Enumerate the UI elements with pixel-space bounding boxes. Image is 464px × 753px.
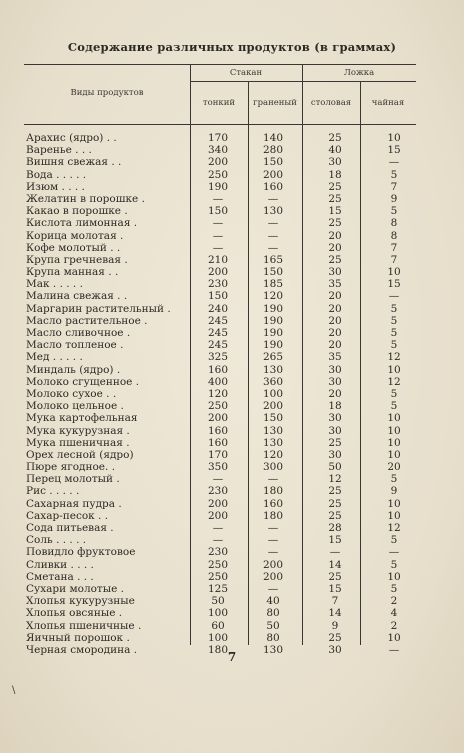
spoon-table-cell: 25	[328, 485, 342, 498]
header-glass-faceted: граненый	[253, 98, 297, 108]
table-row	[26, 278, 426, 290]
spoon-tea-cell: 2	[390, 595, 398, 608]
glass-thin-cell: 180	[207, 643, 229, 656]
glass-faceted-cell: 190	[262, 314, 284, 327]
table-body	[26, 132, 426, 656]
product-name-cell: Сахарная пудра .	[26, 497, 122, 510]
spoon-tea-cell: 2	[390, 619, 398, 632]
glass-thin-cell: 50	[211, 595, 225, 608]
spoon-tea-cell: 4	[390, 607, 398, 620]
spoon-table-cell: 30	[328, 375, 342, 388]
spoon-tea-cell: 10	[387, 448, 401, 461]
spoon-tea-cell: —	[388, 546, 400, 559]
spoon-table-cell: 20	[328, 290, 342, 303]
glass-thin-cell: 160	[207, 424, 229, 437]
spoon-table-cell: 15	[328, 534, 342, 547]
spoon-tea-cell: 5	[390, 327, 398, 339]
glass-thin-cell: 250	[207, 570, 229, 583]
glass-thin-cell: 400	[207, 375, 229, 388]
glass-faceted-cell: 130	[262, 643, 284, 656]
table-row	[26, 620, 426, 632]
glass-faceted-cell: —	[267, 582, 279, 595]
product-name-cell: Хлопья овсяные .	[26, 607, 123, 620]
product-name-cell: Черная смородина .	[26, 643, 138, 656]
spoon-tea-cell: 5	[390, 302, 398, 315]
product-name-cell: Мука картофельная	[26, 412, 138, 425]
product-name-cell: Сода питьевая .	[26, 522, 114, 534]
product-name-cell: Хлопья кукурузные	[26, 595, 135, 608]
spoon-tea-cell: 12	[387, 522, 401, 534]
glass-thin-cell: 245	[207, 314, 229, 327]
glass-thin-cell: 250	[207, 168, 229, 181]
product-name-cell: Соль . . . . .	[26, 534, 87, 547]
spoon-table-cell: 30	[328, 643, 342, 656]
table-row	[26, 632, 426, 644]
spoon-tea-cell: 7	[390, 253, 398, 266]
glass-thin-cell: 230	[207, 485, 229, 498]
table-row	[26, 230, 426, 242]
header-bottom-rule	[24, 124, 416, 125]
spoon-table-cell: 14	[328, 607, 342, 620]
spoon-tea-cell: 7	[390, 180, 398, 193]
glass-thin-cell: 60	[211, 619, 225, 632]
product-name-cell: Рис . . . . .	[26, 485, 80, 498]
glass-thin-cell: —	[212, 192, 224, 205]
spoon-table-cell: 35	[328, 351, 342, 364]
spoon-table-cell: 20	[328, 339, 342, 352]
glass-thin-cell: 125	[207, 582, 229, 595]
product-name-cell: Арахис (ядро) . .	[26, 132, 117, 144]
product-name-cell: Сметана . . .	[26, 570, 94, 583]
glass-faceted-cell: 190	[262, 339, 284, 352]
spoon-table-cell: 25	[328, 570, 342, 583]
product-name-cell: Кофе молотый . .	[26, 241, 121, 254]
table-row	[26, 498, 426, 510]
glass-faceted-cell: 185	[262, 278, 284, 291]
product-name-cell: Мак . . . . .	[26, 278, 83, 291]
glass-faceted-cell: —	[267, 522, 279, 534]
glass-thin-cell: —	[212, 534, 224, 547]
spoon-tea-cell: —	[388, 643, 400, 656]
glass-faceted-cell: 80	[266, 607, 280, 620]
product-name-cell: Молоко сгущенное .	[26, 375, 140, 388]
glass-thin-cell: 245	[207, 339, 229, 352]
glass-faceted-cell: 300	[262, 461, 284, 474]
glass-faceted-cell: 150	[262, 156, 284, 169]
table-row	[26, 595, 426, 607]
glass-thin-cell: 170	[207, 132, 229, 144]
glass-faceted-cell: 190	[262, 327, 284, 339]
spoon-table-cell: 7	[331, 595, 339, 608]
glass-faceted-cell: 165	[262, 253, 284, 266]
page-title: Содержание различных продуктов (в граммах)	[67, 40, 397, 54]
table-row	[26, 534, 426, 546]
glass-thin-cell: 250	[207, 400, 229, 413]
table-row	[26, 144, 426, 156]
glass-faceted-cell: 140	[262, 132, 284, 144]
glass-thin-cell: 190	[207, 180, 229, 193]
spoon-table-cell: 25	[328, 132, 342, 144]
product-name-cell: Желатин в порошке .	[26, 192, 145, 205]
table-row	[26, 388, 426, 400]
product-name-cell: Изюм . . . .	[26, 180, 85, 193]
table-row	[26, 242, 426, 254]
glass-thin-cell: —	[212, 241, 224, 254]
spoon-tea-cell: 12	[387, 351, 401, 364]
spoon-table-cell: 25	[328, 192, 342, 205]
spoon-table-cell: 15	[328, 205, 342, 218]
table-row	[26, 437, 426, 449]
product-name-cell: Малина свежая . .	[26, 290, 128, 303]
spoon-tea-cell: 5	[390, 473, 398, 486]
glass-faceted-cell: 200	[262, 558, 284, 571]
product-name-cell: Вода . . . . .	[26, 168, 87, 181]
spoon-tea-cell: 5	[390, 534, 398, 547]
spoon-table-cell: 40	[328, 144, 342, 157]
spoon-tea-cell: 9	[390, 485, 398, 498]
spoon-tea-cell: 5	[390, 205, 398, 218]
spoon-tea-cell: —	[388, 156, 400, 169]
glass-thin-cell: 200	[207, 497, 229, 510]
table-row	[26, 205, 426, 217]
glass-faceted-cell: 160	[262, 497, 284, 510]
product-name-cell: Масло растительное .	[26, 314, 148, 327]
glass-thin-cell: 160	[207, 363, 229, 376]
spoon-tea-cell: 5	[390, 582, 398, 595]
page-number: 7	[227, 650, 237, 664]
table-row	[26, 364, 426, 376]
header-spoon-tea: чайная	[371, 98, 405, 108]
spoon-table-cell: 20	[328, 302, 342, 315]
glass-thin-cell: —	[212, 217, 224, 230]
spoon-tea-cell: 15	[387, 144, 401, 157]
product-name-cell: Мука пшеничная .	[26, 436, 130, 449]
product-name-cell: Хлопья пшеничные .	[26, 619, 142, 632]
table-row	[26, 315, 426, 327]
spoon-tea-cell: 5	[390, 339, 398, 352]
product-name-cell: Яичный порошок .	[26, 631, 130, 644]
spoon-table-cell: 30	[328, 424, 342, 437]
product-name-cell: Масло топленое .	[26, 339, 124, 352]
spoon-table-cell: 30	[328, 266, 342, 279]
table-row	[26, 449, 426, 461]
spoon-tea-cell: 7	[390, 241, 398, 254]
product-name-cell: Пюре ягодное. .	[26, 461, 116, 474]
table-row	[26, 546, 426, 558]
glass-faceted-cell: 130	[262, 205, 284, 218]
spoon-table-cell: 9	[331, 619, 339, 632]
product-name-cell: Мука кукурузная .	[26, 424, 130, 437]
spoon-table-cell: 20	[328, 314, 342, 327]
glass-faceted-cell: 265	[262, 351, 284, 364]
spoon-tea-cell: 10	[387, 363, 401, 376]
table-row	[26, 339, 426, 351]
product-name-cell: Молоко цельное .	[26, 400, 124, 413]
glass-faceted-cell: —	[267, 534, 279, 547]
glass-thin-cell: 150	[207, 205, 229, 218]
spoon-tea-cell: 9	[390, 192, 398, 205]
glass-faceted-cell: 40	[266, 595, 280, 608]
spoon-table-cell: 25	[328, 509, 342, 522]
spoon-table-cell: —	[329, 546, 341, 559]
glass-thin-cell: 325	[207, 351, 229, 364]
glass-thin-cell: 200	[207, 156, 229, 169]
product-name-cell: Варенье . . .	[26, 144, 92, 157]
spoon-tea-cell: 10	[387, 509, 401, 522]
table-row	[26, 607, 426, 619]
header-spoon-table: столовая	[310, 98, 352, 108]
glass-faceted-cell: —	[267, 192, 279, 205]
glass-faceted-cell: 280	[262, 144, 284, 157]
glass-thin-cell: 340	[207, 144, 229, 157]
glass-faceted-cell: 130	[262, 436, 284, 449]
group-header-rule	[190, 81, 416, 82]
spoon-tea-cell: 10	[387, 497, 401, 510]
table-row	[26, 217, 426, 229]
glass-faceted-cell: 130	[262, 424, 284, 437]
glass-thin-cell: 100	[207, 607, 229, 620]
spoon-tea-cell: 8	[390, 229, 398, 242]
glass-faceted-cell: —	[267, 217, 279, 230]
spoon-table-cell: 25	[328, 631, 342, 644]
table-row	[26, 461, 426, 473]
table-row	[26, 510, 426, 522]
glass-faceted-cell: 120	[262, 448, 284, 461]
table-row	[26, 473, 426, 485]
glass-thin-cell: 100	[207, 631, 229, 644]
margin-mark: \	[12, 685, 16, 696]
product-name-cell: Маргарин растительный .	[26, 302, 171, 315]
glass-faceted-cell: 80	[266, 631, 280, 644]
glass-faceted-cell: 180	[262, 509, 284, 522]
glass-faceted-cell: —	[267, 473, 279, 486]
glass-faceted-cell: 160	[262, 180, 284, 193]
spoon-tea-cell: 5	[390, 558, 398, 571]
glass-thin-cell: 200	[207, 509, 229, 522]
spoon-tea-cell: 10	[387, 132, 401, 144]
glass-faceted-cell: 150	[262, 266, 284, 279]
product-name-cell: Масло сливочное .	[26, 327, 131, 339]
header-spoon: Ложка	[343, 68, 375, 78]
product-name-cell: Орех лесной (ядро)	[26, 448, 134, 461]
spoon-table-cell: 30	[328, 363, 342, 376]
spoon-table-cell: 30	[328, 448, 342, 461]
glass-faceted-cell: 200	[262, 570, 284, 583]
table-row	[26, 485, 426, 497]
table-row	[26, 169, 426, 181]
spoon-tea-cell: 10	[387, 424, 401, 437]
product-name-cell: Крупа манная . .	[26, 266, 119, 279]
table-top-rule	[24, 64, 416, 65]
spoon-table-cell: 25	[328, 253, 342, 266]
table-row	[26, 376, 426, 388]
glass-thin-cell: 150	[207, 290, 229, 303]
product-name-cell: Вишня свежая . .	[26, 156, 122, 169]
spoon-table-cell: 25	[328, 497, 342, 510]
glass-faceted-cell: —	[267, 241, 279, 254]
spoon-tea-cell: 8	[390, 217, 398, 230]
spoon-tea-cell: 5	[390, 314, 398, 327]
glass-faceted-cell: 130	[262, 363, 284, 376]
product-name-cell: Молоко сухое . .	[26, 387, 117, 400]
glass-thin-cell: 120	[207, 387, 229, 400]
spoon-table-cell: 30	[328, 412, 342, 425]
glass-faceted-cell: 180	[262, 485, 284, 498]
spoon-table-cell: 15	[328, 582, 342, 595]
spoon-tea-cell: —	[388, 290, 400, 303]
spoon-table-cell: 14	[328, 558, 342, 571]
glass-thin-cell: —	[212, 229, 224, 242]
spoon-table-cell: 18	[328, 168, 342, 181]
glass-faceted-cell: 200	[262, 400, 284, 413]
glass-faceted-cell: 360	[262, 375, 284, 388]
product-name-cell: Сливки . . . .	[26, 558, 94, 571]
glass-faceted-cell: 100	[262, 387, 284, 400]
spoon-table-cell: 25	[328, 180, 342, 193]
product-name-cell: Крупа гречневая .	[26, 253, 128, 266]
table-row	[26, 266, 426, 278]
product-name-cell: Перец молотый .	[26, 473, 120, 486]
table-row	[26, 156, 426, 168]
glass-thin-cell: 245	[207, 327, 229, 339]
spoon-tea-cell: 12	[387, 375, 401, 388]
header-glass-thin: тонкий	[202, 98, 236, 108]
spoon-table-cell: 50	[328, 461, 342, 474]
spoon-table-cell: 18	[328, 400, 342, 413]
spoon-tea-cell: 10	[387, 631, 401, 644]
table-row	[26, 290, 426, 302]
spoon-table-cell: 28	[328, 522, 342, 534]
product-name-cell: Кислота лимонная .	[26, 217, 138, 230]
product-name-cell: Корица молотая .	[26, 229, 124, 242]
glass-thin-cell: 200	[207, 266, 229, 279]
glass-faceted-cell: —	[267, 546, 279, 559]
glass-faceted-cell: 120	[262, 290, 284, 303]
glass-thin-cell: 350	[207, 461, 229, 474]
table-row	[26, 522, 426, 534]
glass-thin-cell: 230	[207, 278, 229, 291]
table-row	[26, 559, 426, 571]
table-row	[26, 425, 426, 437]
glass-faceted-cell: 50	[266, 619, 280, 632]
header-products: Виды продуктов	[70, 88, 144, 98]
product-name-cell: Мед . . . . .	[26, 351, 83, 364]
glass-thin-cell: —	[212, 522, 224, 534]
product-name-cell: Повидло фруктовое	[26, 546, 136, 559]
spoon-tea-cell: 5	[390, 400, 398, 413]
table-row	[26, 327, 426, 339]
glass-thin-cell: 200	[207, 412, 229, 425]
product-name-cell: Сухари молотые .	[26, 582, 124, 595]
glass-thin-cell: 210	[207, 253, 229, 266]
header-glass: Стакан	[229, 68, 263, 78]
spoon-table-cell: 25	[328, 217, 342, 230]
spoon-tea-cell: 5	[390, 387, 398, 400]
glass-thin-cell: 170	[207, 448, 229, 461]
spoon-table-cell: 35	[328, 278, 342, 291]
glass-faceted-cell: 190	[262, 302, 284, 315]
spoon-tea-cell: 20	[387, 461, 401, 474]
spoon-table-cell: 30	[328, 156, 342, 169]
spoon-tea-cell: 10	[387, 412, 401, 425]
table-row	[26, 181, 426, 193]
spoon-table-cell: 20	[328, 241, 342, 254]
spoon-tea-cell: 15	[387, 278, 401, 291]
glass-thin-cell: 230	[207, 546, 229, 559]
spoon-tea-cell: 10	[387, 266, 401, 279]
table-row	[26, 254, 426, 266]
spoon-tea-cell: 10	[387, 436, 401, 449]
table-row	[26, 303, 426, 315]
spoon-tea-cell: 10	[387, 570, 401, 583]
glass-thin-cell: 160	[207, 436, 229, 449]
spoon-table-cell: 25	[328, 436, 342, 449]
table-row	[26, 351, 426, 363]
table-row	[26, 400, 426, 412]
spoon-table-cell: 20	[328, 327, 342, 339]
table-row	[26, 412, 426, 424]
glass-thin-cell: 250	[207, 558, 229, 571]
table-row	[26, 571, 426, 583]
glass-thin-cell: 240	[207, 302, 229, 315]
spoon-table-cell: 20	[328, 229, 342, 242]
table-row	[26, 132, 426, 144]
spoon-table-cell: 12	[328, 473, 342, 486]
product-name-cell: Какао в порошке .	[26, 205, 128, 218]
product-name-cell: Миндаль (ядро) .	[26, 363, 121, 376]
table-row	[26, 583, 426, 595]
glass-thin-cell: —	[212, 473, 224, 486]
table-row	[26, 193, 426, 205]
product-name-cell: Сахар-песок . .	[26, 509, 109, 522]
spoon-tea-cell: 5	[390, 168, 398, 181]
glass-faceted-cell: —	[267, 229, 279, 242]
glass-faceted-cell: 200	[262, 168, 284, 181]
glass-faceted-cell: 150	[262, 412, 284, 425]
spoon-table-cell: 20	[328, 387, 342, 400]
